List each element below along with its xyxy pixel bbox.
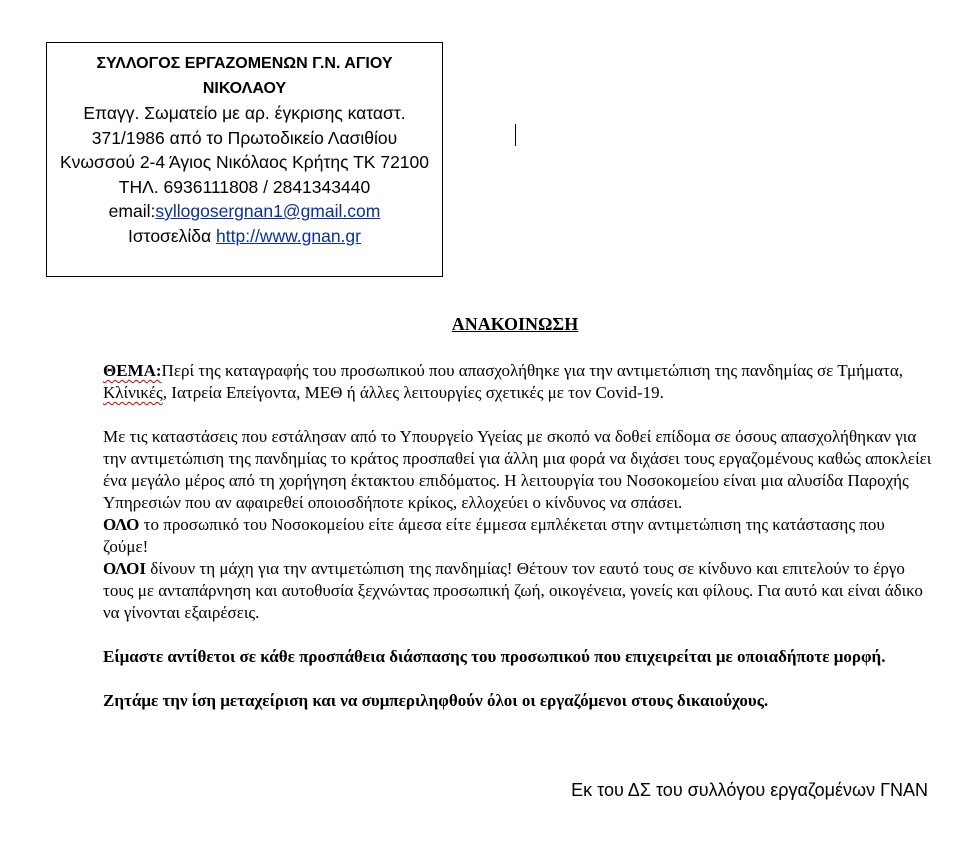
email-label: email: (108, 201, 156, 221)
para3-text: δίνουν τη μάχη για την αντιμετώπιση της πανδημίας! Θέτουν τον εαυτό τους σε κίνδυνο και επιτελούν το έργο τους με ανταπάρνηση και αυτοθυσία ξεχνώντας προσωπική ζωή, οικογένεια, γονείς και φίλους. Για αυτό και είναι άδικο να γίνονται εξαιρέσεις. (103, 559, 923, 622)
body-paragraph-2 (103, 514, 933, 558)
signature: Εκ του ΔΣ του συλλόγου εργαζομένων ΓΝΑΝ (571, 780, 928, 800)
subject-text-c: , Ιατρεία Επείγοντα, ΜΕΘ ή άλλες λειτουργίες σχετικές με τον Covid-19. (162, 383, 664, 402)
para3-emphasis: ΟΛΟΙ (103, 559, 147, 578)
announcement-title: ΑΝΑΚΟΙΝΩΣΗ (451, 314, 579, 334)
org-email-line (47, 199, 442, 224)
subject-text-a: Περί της καταγραφής του προσωπικού που απασχολήθηκε για την αντιμετώπιση της πανδημίας σε Τμήματα, (161, 361, 904, 380)
statement-opposition-text: Είμαστε αντίθετοι σε κάθε προσπάθεια διάσπασης του προσωπικού που επιχειρείται με οποιαδήποτε μορφή. (103, 647, 886, 666)
org-name: ΣΥΛΛΟΓΟΣ ΕΡΓΑΖΟΜΕΝΩΝ Γ.Ν. ΑΓΙΟΥ ΝΙΚΟΛΑΟΥ (96, 55, 393, 97)
org-registration-line: Επαγγ. Σωματείο με αρ. έγκρισης καταστ. (83, 103, 406, 123)
org-address: Κνωσσού 2-4 Άγιος Νικόλαος Κρήτης ΤΚ 72100 (59, 152, 430, 172)
body-paragraph-1: Με τις καταστάσεις που εστάλησαν από το Υπουργείο Υγείας με σκοπό να δοθεί επίδομα σε όσους απασχολήθηκαν για την αντιμετώπιση της πανδημίας το κράτος προσπαθεί για άλλη μια φορά να διχάσει τους εργαζομένους καθώς αποκλείει ένα μεγάλο μέρος από τη χορήγηση έκτακτου επιδόματος. Η λειτουργία του Νοσοκομείου είναι μια αλυσίδα Παροχής Υπηρεσιών που αν αφαιρεθεί οποιοσδήποτε κρίκος, ελλοχεύει ο κίνδυνος να σπάσει. (103, 427, 932, 512)
letterhead-box (46, 42, 443, 277)
org-court-line: 371/1986 από το Πρωτοδικείο Λασιθίου (91, 127, 398, 148)
document-body (103, 360, 933, 712)
org-website-line (47, 224, 442, 249)
body-paragraph-3 (103, 558, 933, 624)
email-link[interactable]: syllogosergnan1@gmail.com (155, 201, 381, 221)
statement-demand (103, 690, 933, 712)
subject-text-b: Κλίνικές (103, 383, 163, 402)
subject-label: ΘΕΜΑ: (103, 361, 162, 380)
org-phone: ΤΗΛ. 6936111808 / 2841343440 (118, 176, 371, 197)
para2-text: το προσωπικό του Νοσοκομείου είτε άμεσα είτε έμμεσα εμπλέκεται στην αντιμετώπιση της κατάστασης που ζούμε! (103, 515, 885, 556)
subject-paragraph (103, 360, 933, 404)
website-link[interactable]: http://www.gnan.gr (216, 225, 361, 246)
website-label: Ιστοσελίδα (128, 225, 217, 246)
para2-emphasis: ΟΛΟ (103, 515, 140, 534)
statement-opposition (103, 646, 933, 668)
text-cursor (515, 124, 516, 146)
statement-demand-text: Ζητάμε την ίση μεταχείριση και να συμπεριληφθούν όλοι οι εργαζόμενοι στους δικαιούχους. (103, 691, 769, 710)
